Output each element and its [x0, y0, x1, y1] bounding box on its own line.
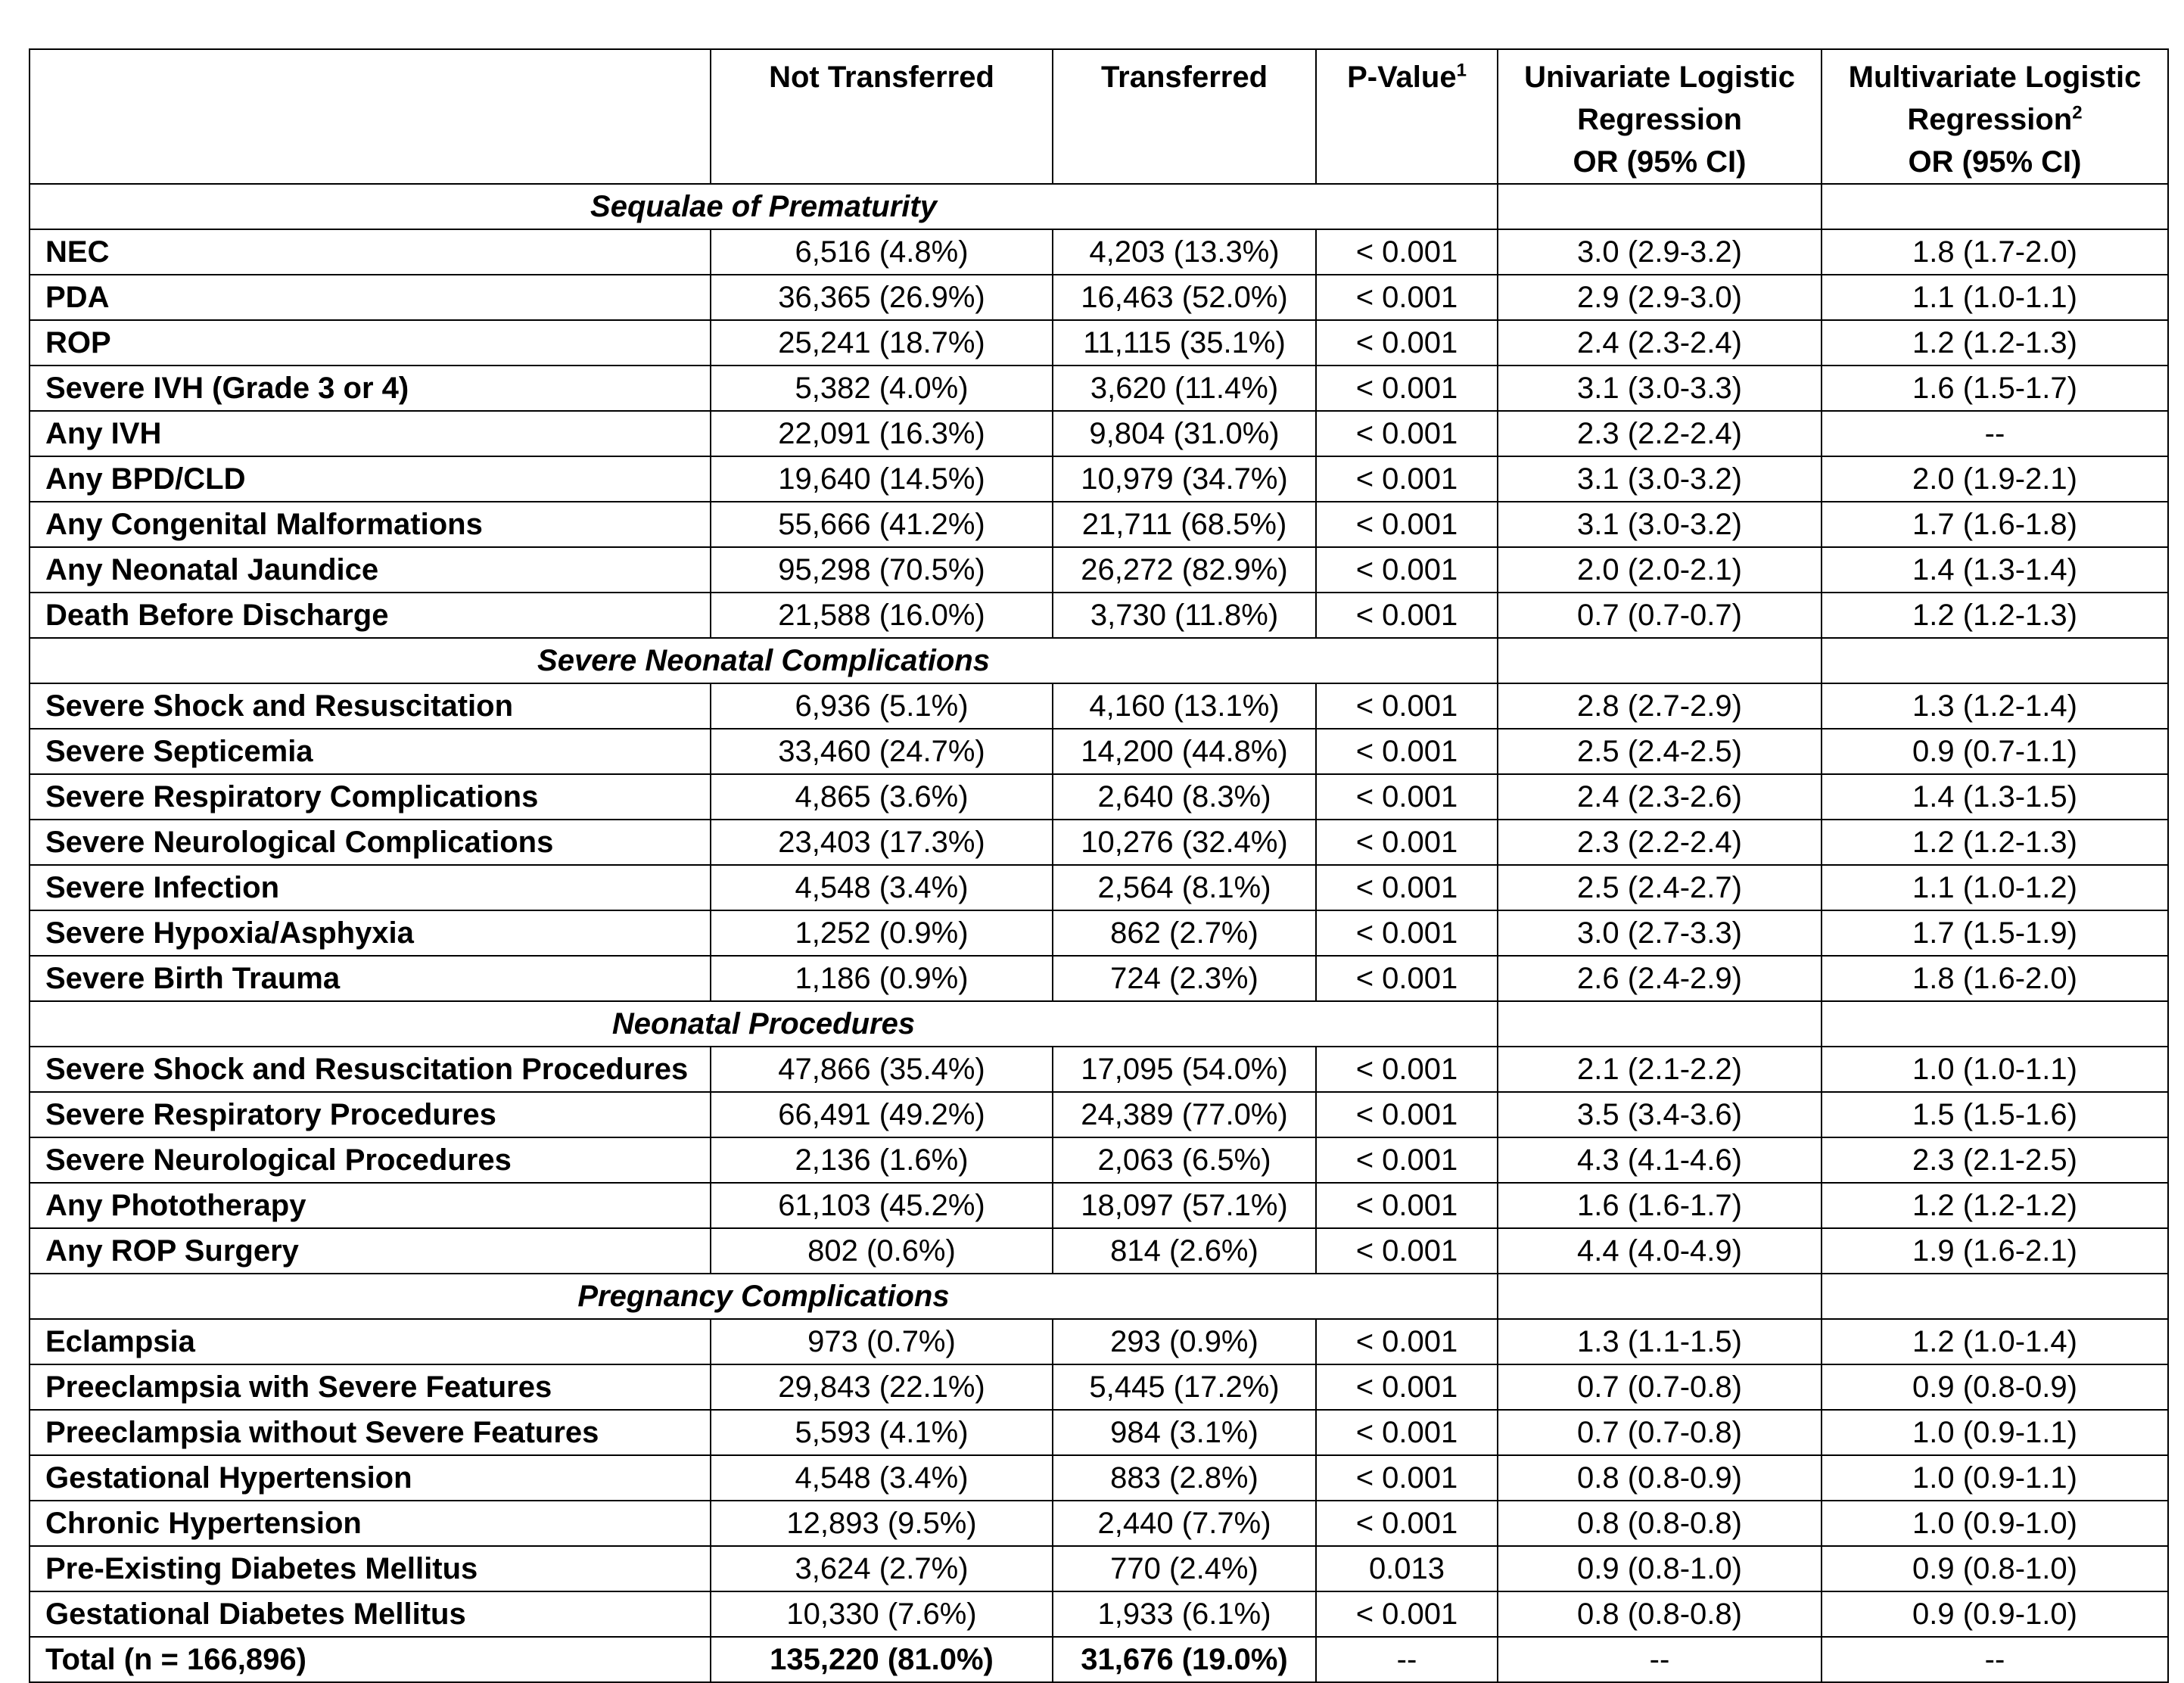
table-row — [30, 229, 2168, 275]
cell-p-value: < 0.001 — [1316, 1092, 1498, 1137]
cell-univariate-or: 0.8 (0.8-0.9) — [1498, 1455, 1822, 1501]
cell-transferred: 2,640 (8.3%) — [1053, 774, 1316, 820]
cell-multivariate-or: 0.9 (0.9-1.0) — [1822, 1591, 2168, 1637]
cell-multivariate-or: 0.9 (0.8-1.0) — [1822, 1546, 2168, 1591]
cell-p-value: < 0.001 — [1316, 1137, 1498, 1183]
cell-multivariate-or: 1.1 (1.0-1.1) — [1822, 275, 2168, 320]
cell-multivariate-or: 1.0 (0.9-1.0) — [1822, 1501, 2168, 1546]
cell-multivariate-or: 1.8 (1.6-2.0) — [1822, 956, 2168, 1001]
cell-label: Any Neonatal Jaundice — [30, 547, 711, 593]
cell-transferred: 5,445 (17.2%) — [1053, 1364, 1316, 1410]
cell-transferred: 3,730 (11.8%) — [1053, 593, 1316, 638]
cell-not-transferred: 1,186 (0.9%) — [711, 956, 1053, 1001]
cell-label: Death Before Discharge — [30, 593, 711, 638]
cell-transferred: 16,463 (52.0%) — [1053, 275, 1316, 320]
header-p-value — [1316, 49, 1498, 184]
cell-transferred: 814 (2.6%) — [1053, 1228, 1316, 1274]
cell-transferred: 18,097 (57.1%) — [1053, 1183, 1316, 1228]
cell-p-value: < 0.001 — [1316, 1047, 1498, 1092]
cell-not-transferred: 55,666 (41.2%) — [711, 502, 1053, 547]
cell-univariate-or: 3.0 (2.9-3.2) — [1498, 229, 1822, 275]
cell-label: Severe Respiratory Complications — [30, 774, 711, 820]
cell-p-value: < 0.001 — [1316, 229, 1498, 275]
cell-label: Severe Neurological Complications — [30, 820, 711, 865]
cell-not-transferred: 66,491 (49.2%) — [711, 1092, 1053, 1137]
cell-transferred: 984 (3.1%) — [1053, 1410, 1316, 1455]
cell-transferred: 9,804 (31.0%) — [1053, 411, 1316, 456]
cell-univariate-or: 3.1 (3.0-3.2) — [1498, 456, 1822, 502]
cell-label: Gestational Diabetes Mellitus — [30, 1591, 711, 1637]
table-row — [30, 1501, 2168, 1546]
cell-label: Severe Infection — [30, 865, 711, 910]
cell-p-value: < 0.001 — [1316, 683, 1498, 729]
total-cell-label: Total (n = 166,896) — [30, 1637, 711, 1682]
total-cell-not-transferred: 135,220 (81.0%) — [711, 1637, 1053, 1682]
cell-label: NEC — [30, 229, 711, 275]
cell-univariate-or: 0.8 (0.8-0.8) — [1498, 1591, 1822, 1637]
cell-multivariate-or: 1.0 (0.9-1.1) — [1822, 1410, 2168, 1455]
cell-label: ROP — [30, 320, 711, 366]
cell-multivariate-or: 2.0 (1.9-2.1) — [1822, 456, 2168, 502]
cell-transferred: 17,095 (54.0%) — [1053, 1047, 1316, 1092]
table-row — [30, 1183, 2168, 1228]
cell-multivariate-or: 0.9 (0.7-1.1) — [1822, 729, 2168, 774]
section-title: Severe Neonatal Complications — [30, 638, 1498, 683]
cell-univariate-or: 3.1 (3.0-3.3) — [1498, 366, 1822, 411]
table-row — [30, 865, 2168, 910]
table-row — [30, 502, 2168, 547]
table-row — [30, 547, 2168, 593]
cell-p-value: < 0.001 — [1316, 411, 1498, 456]
table-row — [30, 910, 2168, 956]
cell-not-transferred: 22,091 (16.3%) — [711, 411, 1053, 456]
cell-univariate-or: 3.5 (3.4-3.6) — [1498, 1092, 1822, 1137]
cell-p-value: < 0.001 — [1316, 275, 1498, 320]
results-table — [29, 48, 2169, 1683]
section-empty-cell — [1498, 638, 1822, 683]
table-row — [30, 820, 2168, 865]
cell-multivariate-or: 1.4 (1.3-1.5) — [1822, 774, 2168, 820]
cell-p-value: < 0.001 — [1316, 1591, 1498, 1637]
cell-transferred: 26,272 (82.9%) — [1053, 547, 1316, 593]
cell-transferred: 21,711 (68.5%) — [1053, 502, 1316, 547]
cell-multivariate-or: 1.9 (1.6-2.1) — [1822, 1228, 2168, 1274]
cell-transferred: 883 (2.8%) — [1053, 1455, 1316, 1501]
section-row-severe-neonatal-complications — [30, 638, 2168, 683]
cell-not-transferred: 25,241 (18.7%) — [711, 320, 1053, 366]
cell-not-transferred: 12,893 (9.5%) — [711, 1501, 1053, 1546]
table-row — [30, 1047, 2168, 1092]
header-multivariate-line3: OR (95% CI) — [1908, 145, 2082, 179]
cell-multivariate-or: 1.0 (0.9-1.1) — [1822, 1455, 2168, 1501]
cell-label: Severe Shock and Resuscitation Procedures — [30, 1047, 711, 1092]
cell-not-transferred: 19,640 (14.5%) — [711, 456, 1053, 502]
section-title: Pregnancy Complications — [30, 1274, 1498, 1319]
cell-univariate-or: 3.1 (3.0-3.2) — [1498, 502, 1822, 547]
cell-label: Preeclampsia without Severe Features — [30, 1410, 711, 1455]
cell-p-value: 0.013 — [1316, 1546, 1498, 1591]
cell-label: Any BPD/CLD — [30, 456, 711, 502]
cell-label: Any Phototherapy — [30, 1183, 711, 1228]
cell-p-value: < 0.001 — [1316, 910, 1498, 956]
cell-label: Any IVH — [30, 411, 711, 456]
cell-p-value: < 0.001 — [1316, 456, 1498, 502]
cell-univariate-or: 2.4 (2.3-2.4) — [1498, 320, 1822, 366]
header-univariate-line2: Regression — [1577, 103, 1742, 136]
cell-univariate-or: 2.9 (2.9-3.0) — [1498, 275, 1822, 320]
table-row — [30, 411, 2168, 456]
table-body — [30, 184, 2168, 1682]
table-row — [30, 1228, 2168, 1274]
cell-not-transferred: 3,624 (2.7%) — [711, 1546, 1053, 1591]
cell-label: Severe Birth Trauma — [30, 956, 711, 1001]
cell-p-value: < 0.001 — [1316, 320, 1498, 366]
table-row — [30, 1364, 2168, 1410]
header-blank — [30, 49, 711, 184]
header-multivariate-line2-text: Regression — [1907, 103, 2073, 136]
cell-label: Severe Hypoxia/Asphyxia — [30, 910, 711, 956]
header-univariate-line3: OR (95% CI) — [1573, 145, 1747, 179]
cell-not-transferred: 6,516 (4.8%) — [711, 229, 1053, 275]
header-transferred: Transferred — [1053, 49, 1316, 184]
total-cell-p-value: -- — [1316, 1637, 1498, 1682]
cell-transferred: 862 (2.7%) — [1053, 910, 1316, 956]
cell-univariate-or: 0.9 (0.8-1.0) — [1498, 1546, 1822, 1591]
cell-p-value: < 0.001 — [1316, 1228, 1498, 1274]
cell-univariate-or: 0.7 (0.7-0.8) — [1498, 1364, 1822, 1410]
cell-multivariate-or: 1.2 (1.2-1.3) — [1822, 593, 2168, 638]
cell-not-transferred: 61,103 (45.2%) — [711, 1183, 1053, 1228]
header-univariate-line1: Univariate Logistic — [1524, 61, 1795, 94]
cell-univariate-or: 0.8 (0.8-0.8) — [1498, 1501, 1822, 1546]
cell-not-transferred: 29,843 (22.1%) — [711, 1364, 1053, 1410]
cell-not-transferred: 802 (0.6%) — [711, 1228, 1053, 1274]
cell-not-transferred: 4,865 (3.6%) — [711, 774, 1053, 820]
cell-multivariate-or: 1.5 (1.5-1.6) — [1822, 1092, 2168, 1137]
cell-multivariate-or: 1.2 (1.2-1.2) — [1822, 1183, 2168, 1228]
cell-univariate-or: 2.8 (2.7-2.9) — [1498, 683, 1822, 729]
header-univariate — [1498, 49, 1822, 184]
section-empty-cell — [1498, 1274, 1822, 1319]
cell-label: PDA — [30, 275, 711, 320]
cell-multivariate-or: 2.3 (2.1-2.5) — [1822, 1137, 2168, 1183]
cell-univariate-or: 2.1 (2.1-2.2) — [1498, 1047, 1822, 1092]
header-multivariate-line2 — [1830, 98, 2160, 141]
header-multivariate — [1822, 49, 2168, 184]
cell-transferred: 11,115 (35.1%) — [1053, 320, 1316, 366]
cell-multivariate-or: 0.9 (0.8-0.9) — [1822, 1364, 2168, 1410]
section-empty-cell — [1822, 184, 2168, 229]
table-row — [30, 1137, 2168, 1183]
cell-not-transferred: 2,136 (1.6%) — [711, 1137, 1053, 1183]
cell-multivariate-or: 1.8 (1.7-2.0) — [1822, 229, 2168, 275]
cell-transferred: 4,203 (13.3%) — [1053, 229, 1316, 275]
header-row — [30, 49, 2168, 184]
table-row — [30, 366, 2168, 411]
cell-multivariate-or: 1.2 (1.0-1.4) — [1822, 1319, 2168, 1364]
cell-p-value: < 0.001 — [1316, 1410, 1498, 1455]
section-row-sequalae-of-prematurity — [30, 184, 2168, 229]
cell-label: Eclampsia — [30, 1319, 711, 1364]
section-empty-cell — [1822, 638, 2168, 683]
cell-not-transferred: 4,548 (3.4%) — [711, 1455, 1053, 1501]
total-row — [30, 1637, 2168, 1682]
cell-univariate-or: 2.5 (2.4-2.7) — [1498, 865, 1822, 910]
cell-univariate-or: 2.5 (2.4-2.5) — [1498, 729, 1822, 774]
section-empty-cell — [1822, 1001, 2168, 1047]
section-empty-cell — [1822, 1274, 2168, 1319]
cell-not-transferred: 21,588 (16.0%) — [711, 593, 1053, 638]
table-row — [30, 1546, 2168, 1591]
table-row — [30, 593, 2168, 638]
cell-transferred: 2,440 (7.7%) — [1053, 1501, 1316, 1546]
cell-p-value: < 0.001 — [1316, 547, 1498, 593]
cell-univariate-or: 2.6 (2.4-2.9) — [1498, 956, 1822, 1001]
cell-not-transferred: 23,403 (17.3%) — [711, 820, 1053, 865]
header-not-transferred: Not Transferred — [711, 49, 1053, 184]
total-cell-transferred: 31,676 (19.0%) — [1053, 1637, 1316, 1682]
cell-label: Any Congenital Malformations — [30, 502, 711, 547]
cell-not-transferred: 1,252 (0.9%) — [711, 910, 1053, 956]
cell-p-value: < 0.001 — [1316, 593, 1498, 638]
cell-label: Severe Neurological Procedures — [30, 1137, 711, 1183]
cell-not-transferred: 4,548 (3.4%) — [711, 865, 1053, 910]
table-row — [30, 1455, 2168, 1501]
cell-not-transferred: 973 (0.7%) — [711, 1319, 1053, 1364]
cell-univariate-or: 2.0 (2.0-2.1) — [1498, 547, 1822, 593]
cell-p-value: < 0.001 — [1316, 366, 1498, 411]
cell-multivariate-or: 1.7 (1.6-1.8) — [1822, 502, 2168, 547]
cell-univariate-or: 4.4 (4.0-4.9) — [1498, 1228, 1822, 1274]
cell-transferred: 3,620 (11.4%) — [1053, 366, 1316, 411]
cell-not-transferred: 5,382 (4.0%) — [711, 366, 1053, 411]
cell-multivariate-or: 1.2 (1.2-1.3) — [1822, 820, 2168, 865]
cell-univariate-or: 2.3 (2.2-2.4) — [1498, 820, 1822, 865]
cell-transferred: 2,063 (6.5%) — [1053, 1137, 1316, 1183]
cell-not-transferred: 6,936 (5.1%) — [711, 683, 1053, 729]
table-row — [30, 1319, 2168, 1364]
header-multivariate-line1: Multivariate Logistic — [1848, 61, 2142, 94]
cell-p-value: < 0.001 — [1316, 1501, 1498, 1546]
table-row — [30, 320, 2168, 366]
cell-transferred: 724 (2.3%) — [1053, 956, 1316, 1001]
cell-label: Preeclampsia with Severe Features — [30, 1364, 711, 1410]
cell-p-value: < 0.001 — [1316, 774, 1498, 820]
cell-transferred: 770 (2.4%) — [1053, 1546, 1316, 1591]
cell-p-value: < 0.001 — [1316, 1183, 1498, 1228]
table-row — [30, 729, 2168, 774]
cell-label: Gestational Hypertension — [30, 1455, 711, 1501]
cell-p-value: < 0.001 — [1316, 820, 1498, 865]
cell-transferred: 293 (0.9%) — [1053, 1319, 1316, 1364]
total-cell-multivariate-or: -- — [1822, 1637, 2168, 1682]
cell-not-transferred: 10,330 (7.6%) — [711, 1591, 1053, 1637]
total-cell-univariate-or: -- — [1498, 1637, 1822, 1682]
cell-multivariate-or: 1.0 (1.0-1.1) — [1822, 1047, 2168, 1092]
cell-label: Severe Respiratory Procedures — [30, 1092, 711, 1137]
cell-p-value: < 0.001 — [1316, 502, 1498, 547]
cell-multivariate-or: 1.1 (1.0-1.2) — [1822, 865, 2168, 910]
table-row — [30, 275, 2168, 320]
cell-univariate-or: 1.6 (1.6-1.7) — [1498, 1183, 1822, 1228]
cell-not-transferred: 36,365 (26.9%) — [711, 275, 1053, 320]
section-empty-cell — [1498, 184, 1822, 229]
cell-label: Severe Septicemia — [30, 729, 711, 774]
cell-transferred: 2,564 (8.1%) — [1053, 865, 1316, 910]
table-row — [30, 456, 2168, 502]
cell-multivariate-or: 1.4 (1.3-1.4) — [1822, 547, 2168, 593]
cell-multivariate-or: 1.3 (1.2-1.4) — [1822, 683, 2168, 729]
cell-not-transferred: 95,298 (70.5%) — [711, 547, 1053, 593]
cell-p-value: < 0.001 — [1316, 1319, 1498, 1364]
cell-label: Severe Shock and Resuscitation — [30, 683, 711, 729]
cell-not-transferred: 33,460 (24.7%) — [711, 729, 1053, 774]
cell-multivariate-or: -- — [1822, 411, 2168, 456]
cell-univariate-or: 2.4 (2.3-2.6) — [1498, 774, 1822, 820]
header-multivariate-footnote: 2 — [2072, 102, 2083, 123]
cell-multivariate-or: 1.6 (1.5-1.7) — [1822, 366, 2168, 411]
cell-transferred: 10,979 (34.7%) — [1053, 456, 1316, 502]
cell-univariate-or: 0.7 (0.7-0.7) — [1498, 593, 1822, 638]
cell-label: Pre-Existing Diabetes Mellitus — [30, 1546, 711, 1591]
cell-univariate-or: 3.0 (2.7-3.3) — [1498, 910, 1822, 956]
header-p-value-label: P-Value — [1347, 61, 1457, 94]
table-row — [30, 683, 2168, 729]
header-p-value-footnote: 1 — [1456, 60, 1467, 81]
section-row-neonatal-procedures — [30, 1001, 2168, 1047]
cell-transferred: 24,389 (77.0%) — [1053, 1092, 1316, 1137]
table-row — [30, 1410, 2168, 1455]
cell-transferred: 4,160 (13.1%) — [1053, 683, 1316, 729]
cell-not-transferred: 47,866 (35.4%) — [711, 1047, 1053, 1092]
cell-transferred: 14,200 (44.8%) — [1053, 729, 1316, 774]
table-row — [30, 956, 2168, 1001]
cell-transferred: 1,933 (6.1%) — [1053, 1591, 1316, 1637]
cell-transferred: 10,276 (32.4%) — [1053, 820, 1316, 865]
section-title: Neonatal Procedures — [30, 1001, 1498, 1047]
cell-p-value: < 0.001 — [1316, 729, 1498, 774]
table-row — [30, 774, 2168, 820]
section-empty-cell — [1498, 1001, 1822, 1047]
table-row — [30, 1092, 2168, 1137]
cell-label: Severe IVH (Grade 3 or 4) — [30, 366, 711, 411]
cell-label: Any ROP Surgery — [30, 1228, 711, 1274]
cell-label: Chronic Hypertension — [30, 1501, 711, 1546]
cell-multivariate-or: 1.7 (1.5-1.9) — [1822, 910, 2168, 956]
cell-univariate-or: 1.3 (1.1-1.5) — [1498, 1319, 1822, 1364]
cell-not-transferred: 5,593 (4.1%) — [711, 1410, 1053, 1455]
section-row-pregnancy-complications — [30, 1274, 2168, 1319]
cell-p-value: < 0.001 — [1316, 1364, 1498, 1410]
cell-multivariate-or: 1.2 (1.2-1.3) — [1822, 320, 2168, 366]
cell-p-value: < 0.001 — [1316, 1455, 1498, 1501]
cell-p-value: < 0.001 — [1316, 956, 1498, 1001]
cell-univariate-or: 2.3 (2.2-2.4) — [1498, 411, 1822, 456]
table-row — [30, 1591, 2168, 1637]
cell-univariate-or: 0.7 (0.7-0.8) — [1498, 1410, 1822, 1455]
section-title: Sequalae of Prematurity — [30, 184, 1498, 229]
cell-p-value: < 0.001 — [1316, 865, 1498, 910]
cell-univariate-or: 4.3 (4.1-4.6) — [1498, 1137, 1822, 1183]
